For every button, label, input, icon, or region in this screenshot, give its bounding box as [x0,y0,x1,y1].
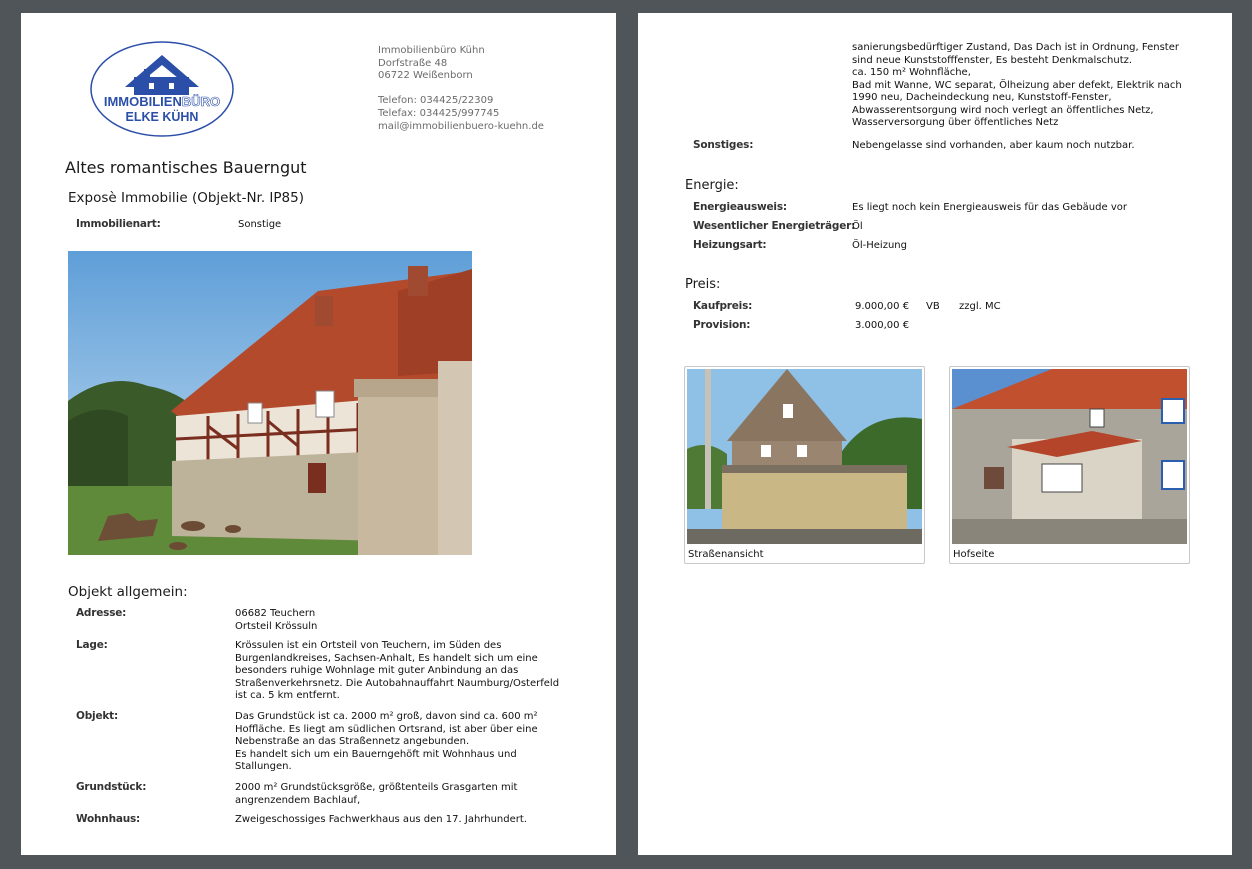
general-heading: Objekt allgemein: [68,584,188,600]
house-description-continued: sanierungsbedürftiger Zustand, Das Dach ist in Ordnung, Fenster sind neue Kunststofffenster, Es besteht Denkmalschutz. ca. 150 m² Wohnfläche, Bad mit Wanne, WC separat, Ölheizung aber defekt, Elektrik nach 1990 neu, Dacheindeckung neu, Kunststoff-Fenster, Abwasserentsorgung wird noch verlegt an öffentliches Netz, Wasserversorgung über öffentliches Netz [852,42,1182,128]
price-heading: Preis: [685,277,721,292]
company-city: 06722 Weißenborn [378,70,473,82]
energy-cert-label: Energieausweis: [693,201,787,213]
expose-page-2 [638,13,1232,855]
type-label: Immobilienart: [76,218,161,230]
photo-card-courtyard[interactable] [949,366,1190,564]
misc-label: Sonstiges: [693,139,754,151]
house-label: Wohnhaus: [76,813,141,825]
plot-value: 2000 m² Grundstücksgröße, größtenteils Grasgarten mit angrenzendem Bachlauf, [235,782,518,806]
energy-source-value: Öl [852,221,863,232]
location-value: Krössulen ist ein Ortsteil von Teuchern, im Süden des Burgenlandkreises, Sachsen-Anhalt, Es handelt sich um eine besonders ruhige Wohnlage mit guter Anbindung an das Straßenverkehrsnetz. Die Autobahnauffahrt Naumburg/Osterfeld ist ca. 5 km entfernt. [235,640,560,701]
purchase-price-label: Kaufpreis: [693,300,753,312]
address-label: Adresse: [76,607,127,619]
company-phone: Telefon: 034425/22309 [378,95,494,107]
logo-text-2: ELKE KÜHN [125,110,199,124]
energy-heading: Energie: [685,178,739,193]
heating-value: Öl-Heizung [852,240,907,251]
house-value: Zweigeschossiges Fachwerkhaus aus den 17. Jahrhundert. [235,814,527,825]
energy-source-label: Wesentlicher Energieträger: [693,220,856,232]
plot-label: Grundstück: [76,781,147,793]
main-photo [68,251,472,555]
expose-page-1 [21,13,616,855]
company-street: Dorfstraße 48 [378,57,448,69]
address-value: 06682 Teuchern Ortsteil Krössuln [235,608,318,632]
svg-text:IMMOBILIENBÜRO [104,94,220,109]
object-value: Das Grundstück ist ca. 2000 m² groß, davon sind ca. 600 m² Hoffläche. Es liegt am südlichen Ortsrand, ist aber über eine Nebenstraße an das Straßennetz angebunden. Es handelt sich um ein Bauerngehöft mit Wohnhaus und Stallungen. [235,711,538,772]
street-view-photo [687,369,922,544]
logo-text-1: IMMOBILIEN [103,94,182,109]
misc-value: Nebengelasse sind vorhanden, aber kaum noch nutzbar. [852,140,1135,151]
photo-caption-courtyard: Hofseite [953,549,995,560]
page-title: Altes romantisches Bauerngut [65,158,307,177]
company-logo [89,39,237,139]
energy-cert-value: Es liegt noch kein Energieausweis für das Gebäude vor [852,202,1127,213]
purchase-price-vb: VB [926,301,940,312]
location-label: Lage: [76,639,108,651]
commission-value: 3.000,00 € [855,320,910,331]
courtyard-photo [952,369,1187,544]
type-value: Sonstige [238,219,282,230]
object-label: Objekt: [76,710,118,722]
commission-label: Provision: [693,319,751,331]
photo-caption-street: Straßenansicht [688,549,764,560]
photo-card-street[interactable] [684,366,925,564]
logo-text-1b: BÜRO [181,94,221,109]
heating-label: Heizungsart: [693,239,767,251]
expose-subtitle: Exposè Immobilie (Objekt-Nr. IP85) [68,190,304,206]
purchase-price-value: 9.000,00 € [855,301,910,312]
contact-block [378,45,544,133]
company-fax: Telefax: 034425/997745 [378,107,500,119]
purchase-price-extra: zzgl. MC [959,301,1001,312]
company-name: Immobilienbüro Kühn [378,45,485,56]
company-email: mail@immobilienbuero-kuehn.de [378,120,544,132]
